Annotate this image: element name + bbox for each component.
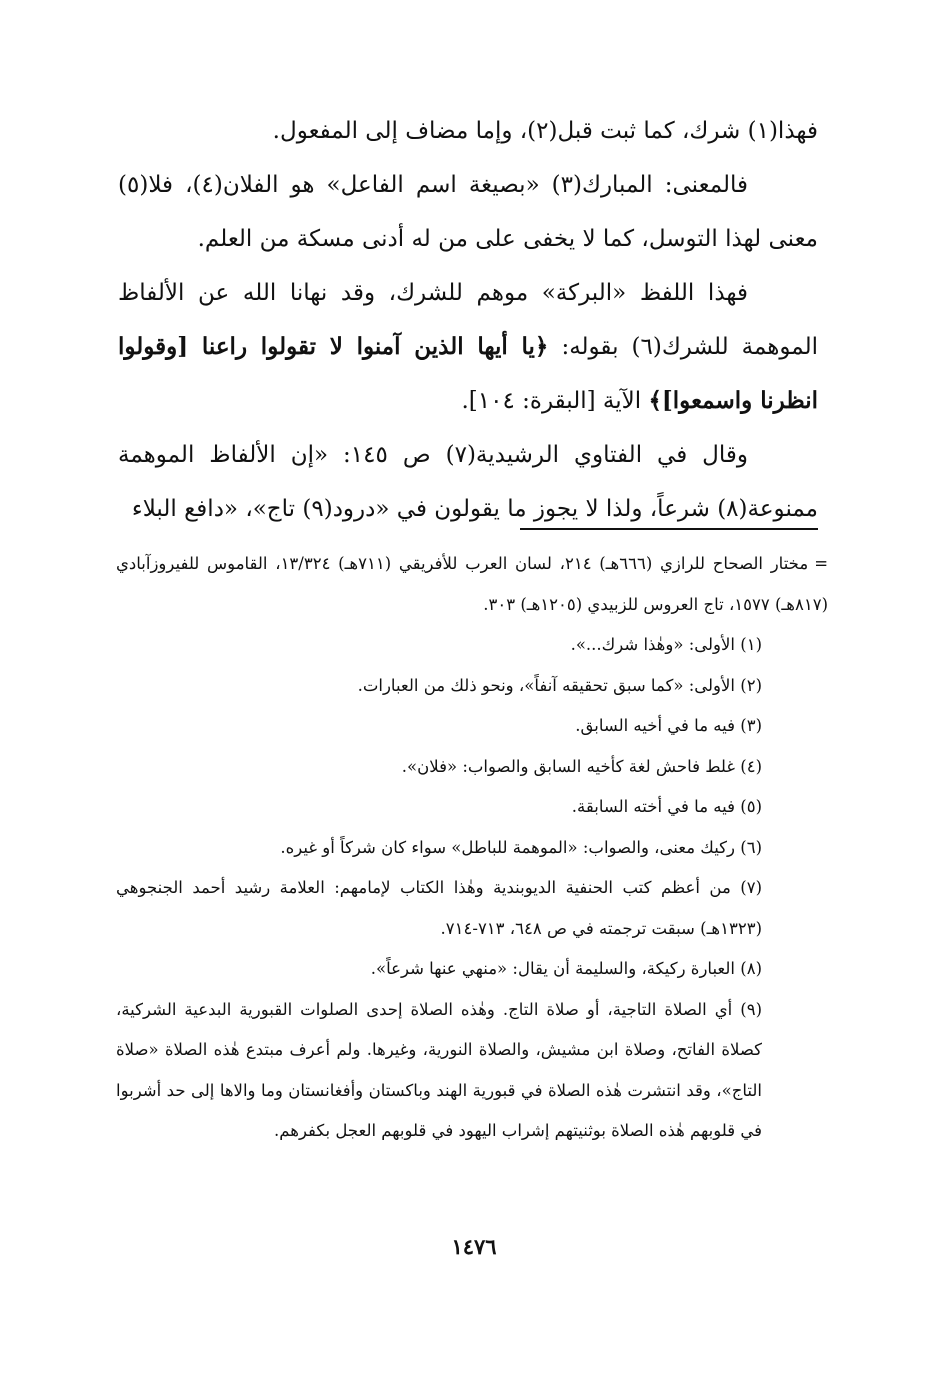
continuation-text: مختار الصحاح للرازي (٦٦٦هـ) ٢١٤، لسان العرب للأفريقي (٧١١هـ) ١٣/٣٢٤، القاموس للفيروزآبادي (٨١٧هـ) ١٥٧٧، تاج العروس للزبيدي (١٢٠٥هـ) ٣٠٣. — [116, 554, 828, 614]
footnote-7: (٧) من أعظم كتب الحنفية الديوبندية وهٰذا الكتاب لإمامهم: العلامة رشيد أحمد الجنجوهي (١٣٢٣هـ) سبقت ترجمته في ص ٦٤٨، ٧١٣-٧١٤. — [116, 878, 762, 938]
footnote-4: (٤) غلط فاحش لغة كأخيه السابق والصواب: «فلان». — [401, 756, 762, 776]
footnote-1: (١) الأولى: «وهٰذا شرك...». — [570, 635, 762, 654]
paragraph-4: وقال في الفتاوي الرشيدية(٧) ص ١٤٥: «إن الألفاظ الموهمة ممنوعة(٨) شرعاً، ولذا لا يجوز ما يقولون في «درود(٩) تاج»، «دافع البلاء — [118, 442, 818, 522]
verse-reference: الآية [البقرة: ١٠٤]. — [461, 388, 649, 414]
footnote-9: (٩) أي الصلاة التاجية، أو صلاة التاج. وهٰذه الصلاة إحدى الصلوات القبورية البدعية الشركية، كصلاة الفاتح، وصلاة ابن مشيش، والصلاة النورية، وغيرها. ولم أعرف مبتدع هٰذه الصلاة «صلاة التاج»، وقد انتشرت هٰذه الصلاة في قبورية الهند وباكستان وأفغانستان وما والاها إلى حد أشربوا في قلوبهم هٰذه الصلاة بوثنيتهم إشراب اليهود في قلوبهم العجل بكفرهم. — [116, 999, 762, 1140]
page-number: ١٤٧٦ — [451, 1234, 497, 1259]
paragraph-2: فالمعنى: المبارك(٣) «بصيغة اسم الفاعل» هو الفلان(٤)، فلا(٥) معنى لهذا التوسل، كما لا يخفى على من له أدنى مسكة من العلم. — [118, 172, 818, 252]
footnote-continuation — [116, 544, 828, 625]
paragraph-3-text: فهذا اللفظ «البركة» موهم للشرك، وقد نهانا الله عن الألفاظ الموهمة للشرك(٦) بقوله: — [118, 280, 818, 360]
footnote-8: (٨) العبارة ركيكة، والسليمة أن يقال: «منهي عنها شرعاً». — [370, 959, 762, 978]
footnote-6: (٦) ركيك معنى، والصواب: «الموهمة للباطل» سواء كان شركاً أو غيره. — [280, 837, 762, 857]
paragraph-1: فهذا(١) شرك، كما ثبت قبل(٢)، وإما مضاف إلى المفعول. — [272, 118, 818, 144]
paragraph-3 — [118, 266, 818, 428]
footnote-5: (٥) فيه ما في أخته السابقة. — [571, 797, 762, 816]
continuation-mark: = — [814, 554, 829, 573]
footnotes — [116, 544, 828, 1152]
footnote-3: (٣) فيه ما في أخيه السابق. — [575, 716, 762, 735]
footnote-2: (٢) الأولى: «كما سبق تحقيقه آنفاً»، ونحو ذلك من العبارات. — [357, 675, 762, 695]
footnote-separator — [520, 528, 818, 530]
quran-verse: ﴿يا أيها الذين آمنوا لا تقولوا راعنا [وقولوا انظرنا واسمعوا]﴾ — [118, 333, 818, 414]
main-text — [118, 104, 818, 536]
